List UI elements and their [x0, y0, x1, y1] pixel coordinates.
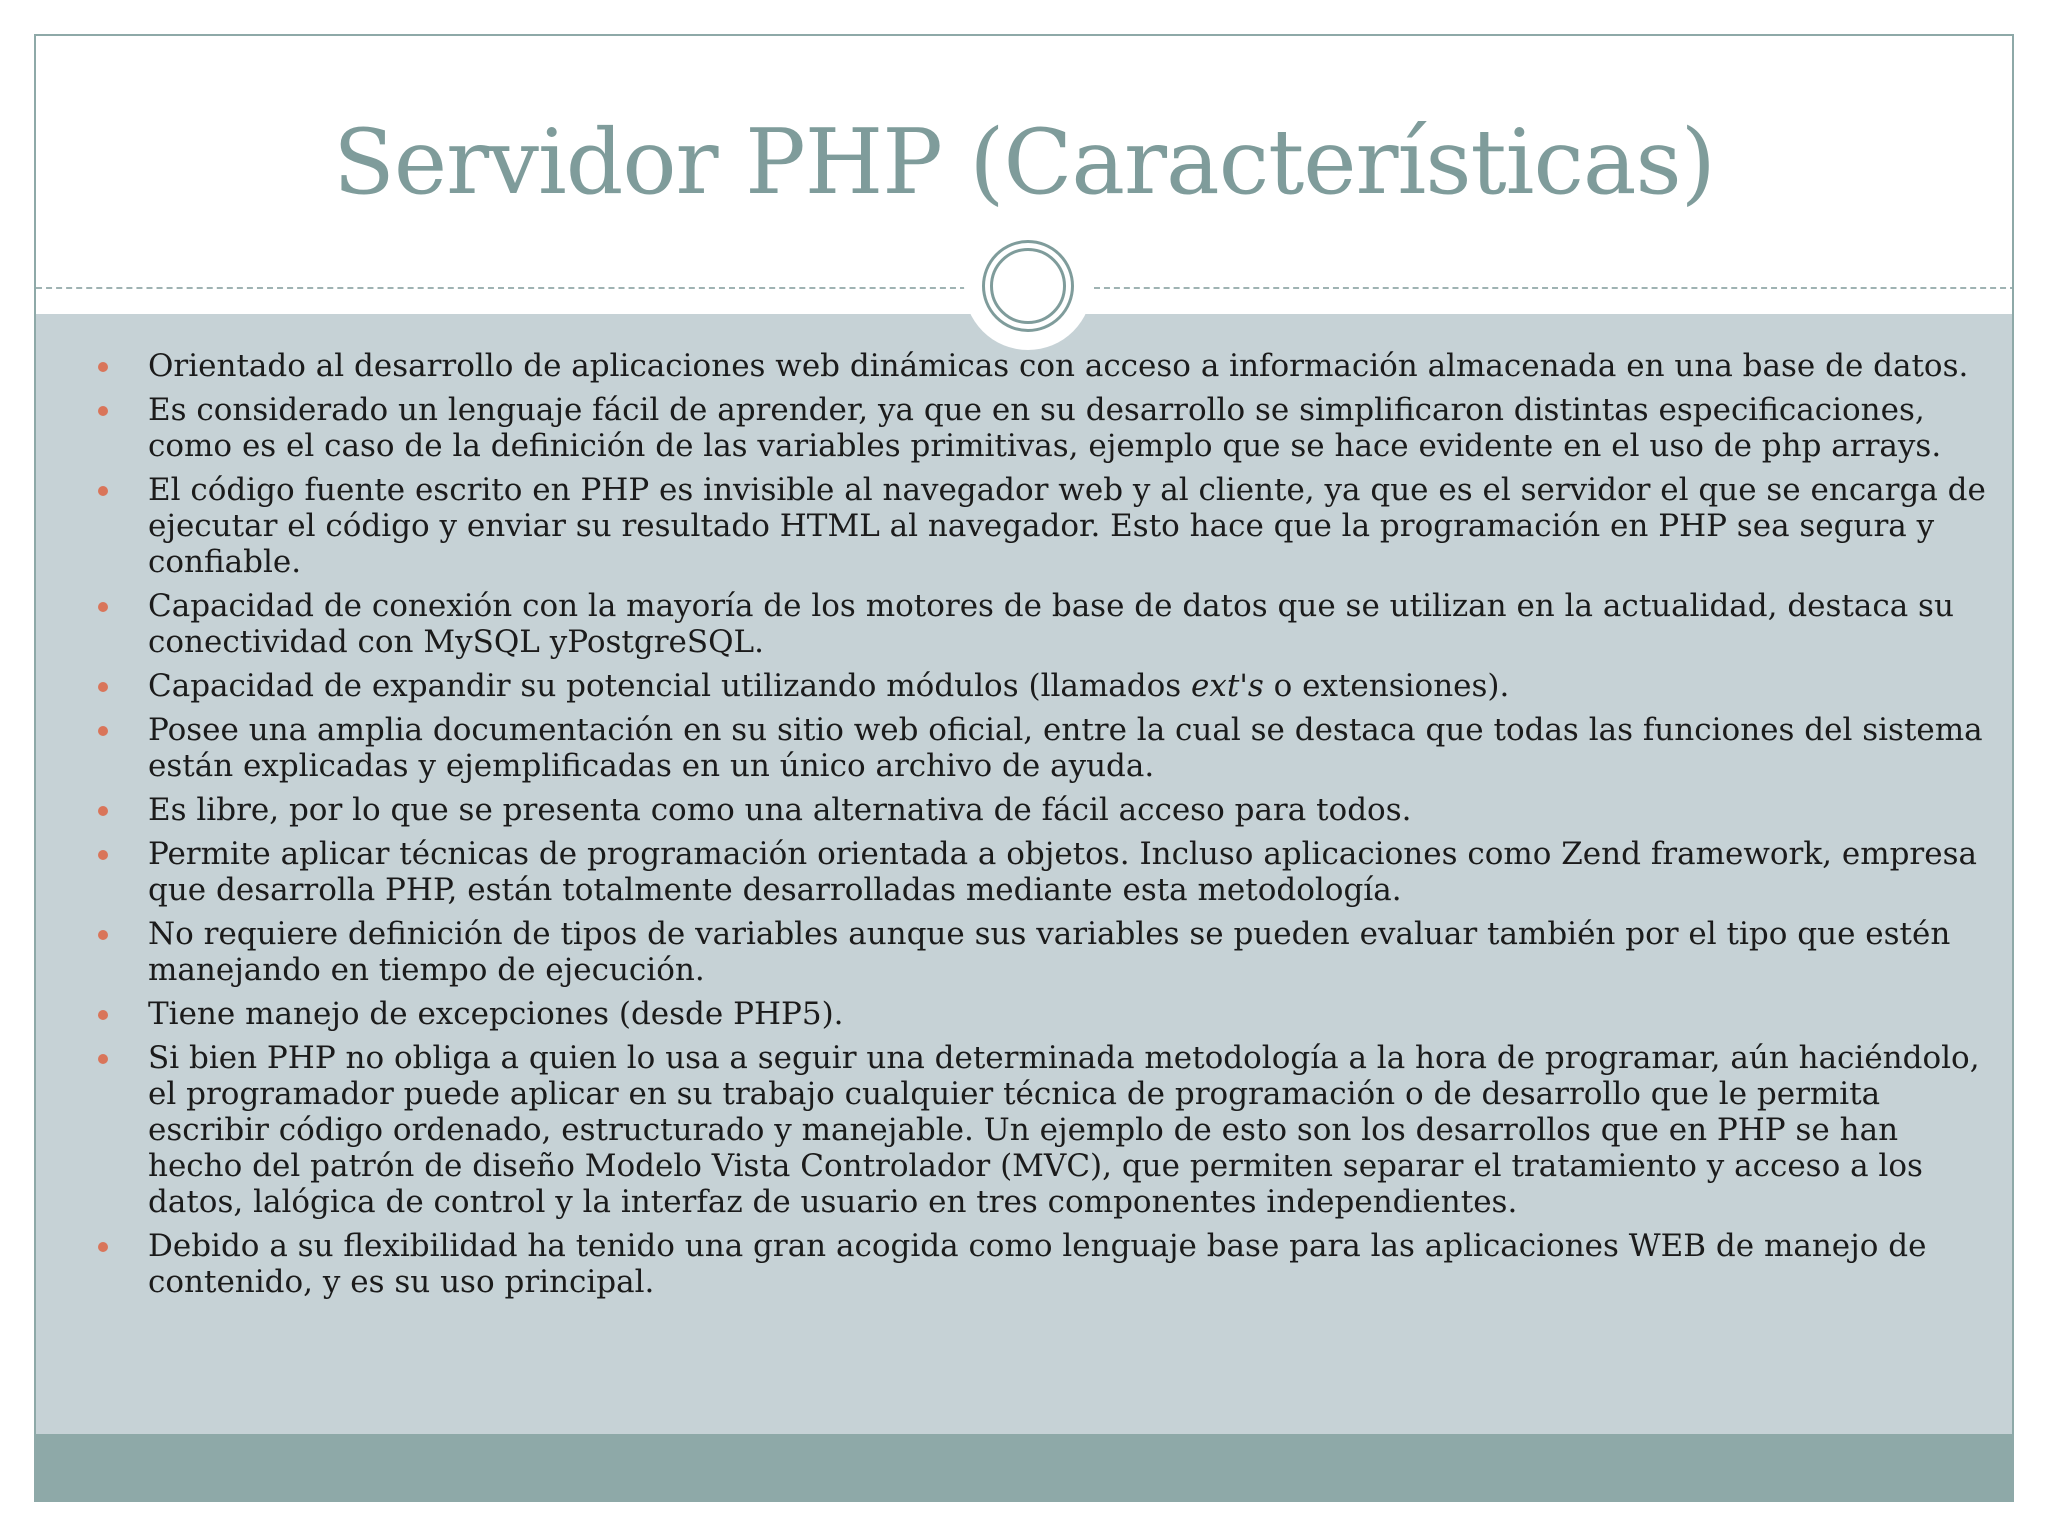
bullet-dot-icon — [98, 1242, 108, 1252]
bullet-item — [148, 712, 1988, 784]
bullet-item — [148, 348, 1988, 384]
bullet-dot-icon — [98, 1010, 108, 1020]
bullet-item — [148, 472, 1988, 580]
bullet-text: Permite aplicar técnicas de programación orientada a objetos. Incluso aplicaciones como Zend framework, empresa que desarrolla PHP, están totalmente desarrolladas mediante esta metodología. — [148, 836, 1977, 908]
bullet-item — [148, 792, 1988, 828]
bullet-item — [148, 1040, 1988, 1220]
bullet-list — [148, 348, 1988, 1308]
bullet-dot-icon — [98, 602, 108, 612]
bullet-dot-icon — [98, 1054, 108, 1064]
bullet-item — [148, 588, 1988, 660]
bullet-dot-icon — [98, 930, 108, 940]
bullet-text: Si bien PHP no obliga a quien lo usa a seguir una determinada metodología a la hora de programar, aún haciéndolo, el programador puede aplicar en su trabajo cualquier técnica de programación o de desarrollo que le permita escribir código ordenado, estructurado y manejable. Un ejemplo de esto son los desarrollos que en PHP se han hecho del patrón de diseño Modelo Vista Controlador (MVC), que permiten separar el tratamiento y acceso a los datos, lalógica de control y la interfaz de usuario en tres componentes independientes. — [148, 1040, 1980, 1220]
bullet-text: Posee una amplia documentación en su sitio web oficial, entre la cual se destaca que todas las funciones del sistema están explicadas y ejemplificadas en un único archivo de ayuda. — [148, 712, 1983, 784]
circle-ornament-icon — [964, 222, 1092, 350]
slide-title: Servidor PHP (Características) — [333, 110, 1715, 215]
bullet-dot-icon — [98, 850, 108, 860]
bullet-item — [148, 668, 1988, 704]
bullet-dot-icon — [98, 406, 108, 416]
bullet-text: Es considerado un lenguaje fácil de aprender, ya que en su desarrollo se simplificaron distintas especificaciones, como es el caso de la definición de las variables primitivas, ejemplo que se hace evidente en el uso de php arrays. — [148, 392, 1942, 464]
title-divider-right — [1094, 287, 2014, 289]
bullet-item — [148, 916, 1988, 988]
bullet-text: No requiere definición de tipos de variables aunque sus variables se pueden evaluar también por el tipo que estén manejando en tiempo de ejecución. — [148, 916, 1951, 988]
bullet-dot-icon — [98, 726, 108, 736]
bullet-dot-icon — [98, 806, 108, 816]
footer-bar — [36, 1434, 2012, 1502]
bullet-item — [148, 1228, 1988, 1300]
bullet-dot-icon — [98, 486, 108, 496]
bullet-text: Debido a su flexibilidad ha tenido una gran acogida como lenguaje base para las aplicaciones WEB de manejo de contenido, y es su uso principal. — [148, 1228, 1927, 1300]
bullet-text-after: o extensiones). — [1263, 668, 1510, 704]
bullet-item — [148, 392, 1988, 464]
bullet-text: Orientado al desarrollo de aplicaciones web dinámicas con acceso a información almacenada en una base de datos. — [148, 348, 1969, 384]
bullet-item — [148, 996, 1988, 1032]
bullet-dot-icon — [98, 362, 108, 372]
title-divider-left — [36, 287, 966, 289]
bullet-text-before: Capacidad de expandir su potencial utilizando módulos (llamados — [148, 668, 1192, 704]
bullet-text: El código fuente escrito en PHP es invisible al navegador web y al cliente, ya que es el servidor el que se encarga de ejecutar el código y enviar su resultado HTML al navegador. Esto hace que la programación en PHP sea segura y confiable. — [148, 472, 1986, 580]
slide — [34, 34, 2014, 1502]
bullet-dot-icon — [98, 682, 108, 692]
circle-ornament-inner-ring — [990, 248, 1066, 324]
bullet-item — [148, 836, 1988, 908]
bullet-text: Tiene manejo de excepciones (desde PHP5). — [148, 996, 844, 1032]
bullet-text: Capacidad de conexión con la mayoría de los motores de base de datos que se utilizan en la actualidad, destaca su conectividad con MySQL yPostgreSQL. — [148, 588, 1954, 660]
bullet-text-emphasis: ext's — [1191, 668, 1264, 704]
bullet-text: Es libre, por lo que se presenta como una alternativa de fácil acceso para todos. — [148, 792, 1412, 828]
